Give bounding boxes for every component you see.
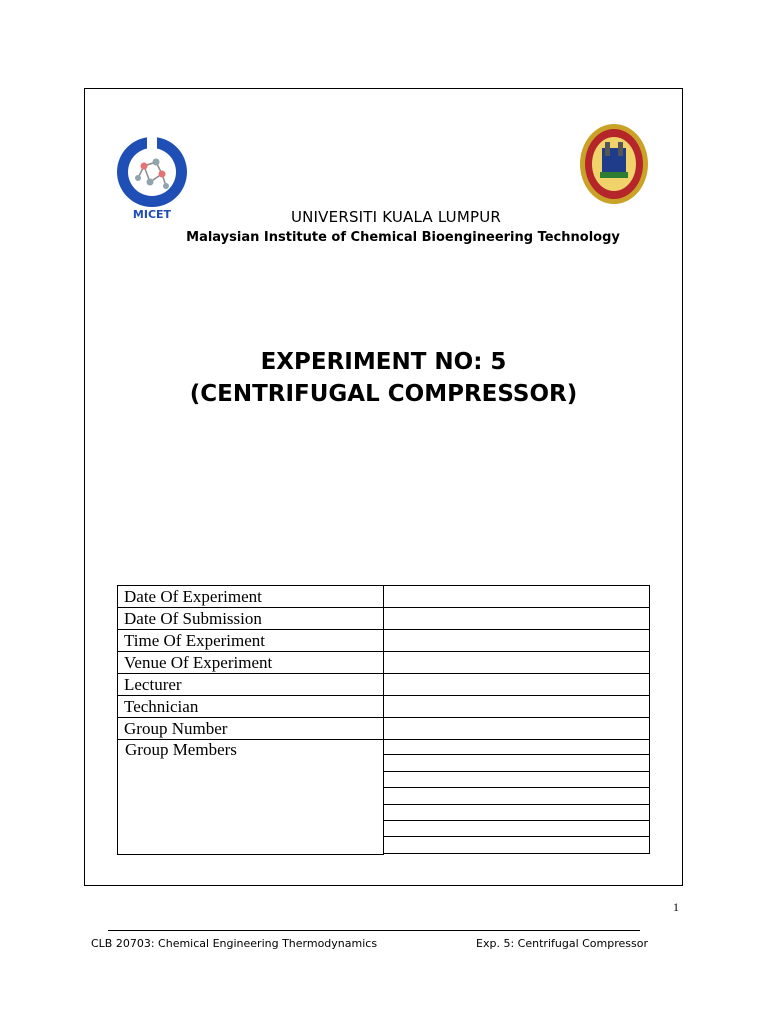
footer-experiment: Exp. 5: Centrifugal Compressor: [476, 937, 648, 950]
group-member-field[interactable]: [383, 805, 650, 821]
group-members-label: Group Members: [117, 739, 384, 855]
form-value-field[interactable]: [384, 696, 650, 718]
form-row: [118, 586, 650, 608]
experiment-info-form: [117, 585, 650, 740]
form-value-field[interactable]: [384, 718, 650, 740]
group-member-field[interactable]: [383, 755, 650, 771]
footer-course: CLB 20703: Chemical Engineering Thermodynamics: [91, 937, 378, 950]
university-name: UNIVERSITI KUALA LUMPUR: [290, 208, 502, 226]
micet-molecule-logo: [116, 132, 192, 220]
form-label: Time Of Experiment: [118, 630, 384, 652]
form-value-field[interactable]: [384, 630, 650, 652]
university-crest-logo: [578, 122, 650, 206]
form-value-field[interactable]: [384, 652, 650, 674]
form-label: Date Of Experiment: [118, 586, 384, 608]
experiment-number: EXPERIMENT NO: 5: [260, 349, 507, 375]
group-member-field[interactable]: [383, 821, 650, 837]
page-number: 1: [673, 900, 679, 914]
form-row: [118, 674, 650, 696]
form-row: [118, 696, 650, 718]
form-row: [118, 630, 650, 652]
form-value-field[interactable]: [384, 608, 650, 630]
form-row: [118, 718, 650, 740]
form-label: Lecturer: [118, 674, 384, 696]
letterhead: [116, 120, 650, 258]
group-member-field[interactable]: [383, 837, 650, 853]
footer-divider: [108, 930, 640, 931]
form-value-field[interactable]: [384, 674, 650, 696]
form-row: [118, 652, 650, 674]
form-label: Group Number: [118, 718, 384, 740]
form-label: Date Of Submission: [118, 608, 384, 630]
micet-logo-text: MICET: [132, 208, 172, 220]
group-members-list: [383, 739, 650, 855]
form-label: Technician: [118, 696, 384, 718]
form-row: [118, 608, 650, 630]
group-member-field[interactable]: [383, 772, 650, 788]
group-member-field[interactable]: [383, 788, 650, 804]
experiment-title: (CENTRIFUGAL COMPRESSOR): [189, 381, 578, 407]
group-member-field[interactable]: [383, 739, 650, 755]
form-value-field[interactable]: [384, 586, 650, 608]
form-label: Venue Of Experiment: [118, 652, 384, 674]
institute-name: Malaysian Institute of Chemical Bioengineering Technology: [186, 230, 620, 245]
